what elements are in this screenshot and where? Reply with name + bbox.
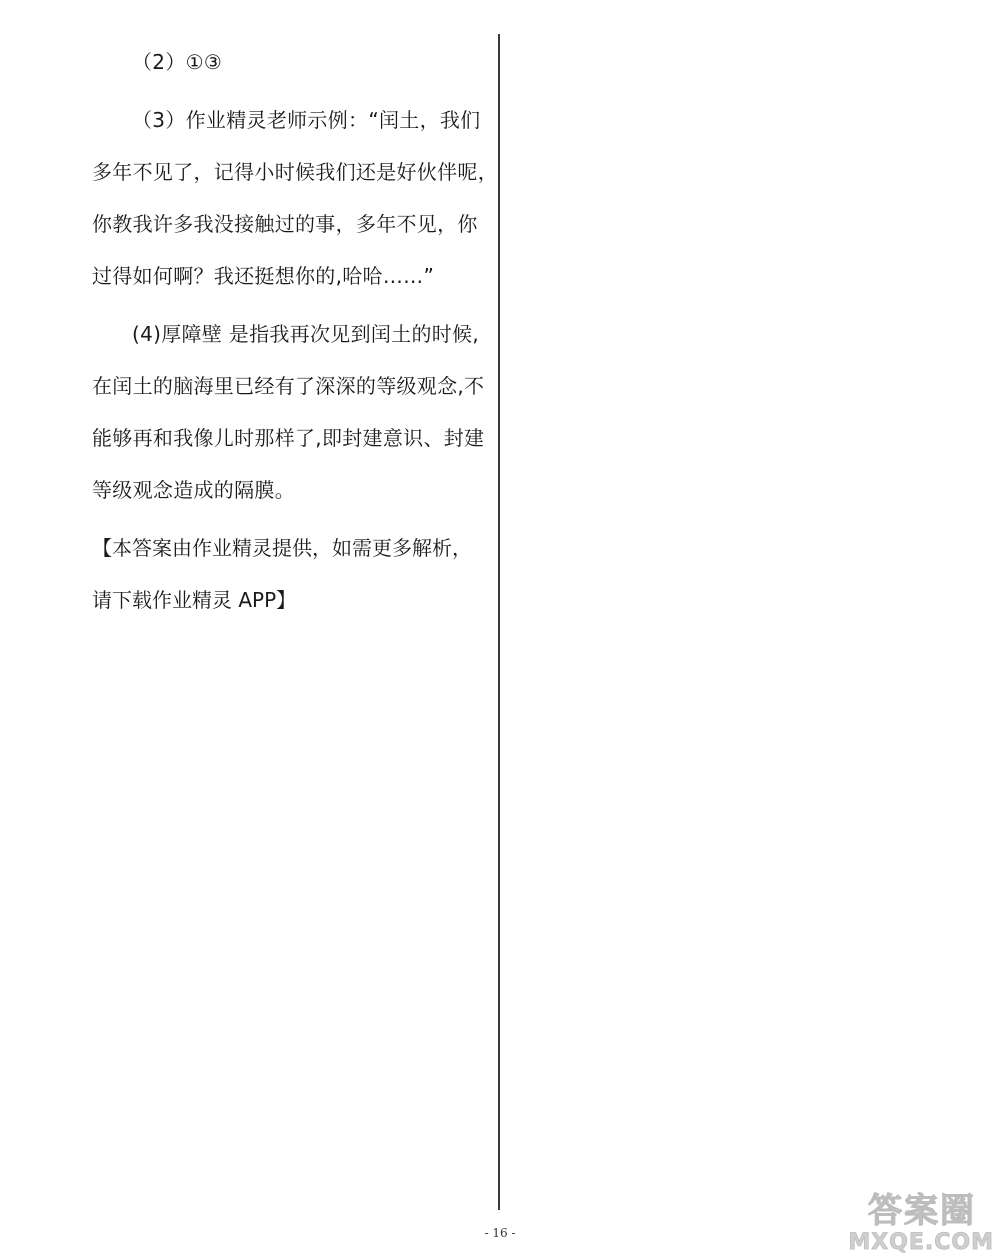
answer-q4-line-1: (4)厚障壁 是指我再次见到闰土的时候, xyxy=(132,322,480,346)
answer-q3-line-3: 你教我许多我没接触过的事，多年不见，你 xyxy=(92,212,478,236)
watermark-logo-text: 答案圈 xyxy=(868,1191,976,1231)
source-note-line-2: 请下载作业精灵 APP】 xyxy=(92,588,297,612)
answer-q2: （2）①③ xyxy=(132,50,223,74)
watermark-domain-text: MXQE.COM xyxy=(848,1230,994,1255)
answer-q4-line-4: 等级观念造成的隔膜。 xyxy=(92,478,295,502)
answer-q3-line-4: 过得如何啊？我还挺想你的,哈哈……” xyxy=(92,264,435,288)
site-watermark xyxy=(804,1183,994,1255)
answer-q4-line-3: 能够再和我像儿时那样了,即封建意识、封建 xyxy=(92,426,485,450)
source-note-line-1: 【本答案由作业精灵提供，如需更多解析， xyxy=(92,536,472,560)
answer-q4-line-2: 在闰土的脑海里已经有了深深的等级观念,不 xyxy=(92,374,485,398)
page-number: - 16 - xyxy=(484,1226,516,1240)
answer-q3-line-1: （3）作业精灵老师示例：“闰土，我们 xyxy=(132,108,481,132)
answer-q3-line-2: 多年不见了，记得小时候我们还是好伙伴呢， xyxy=(92,160,498,184)
column-divider xyxy=(498,34,500,1210)
